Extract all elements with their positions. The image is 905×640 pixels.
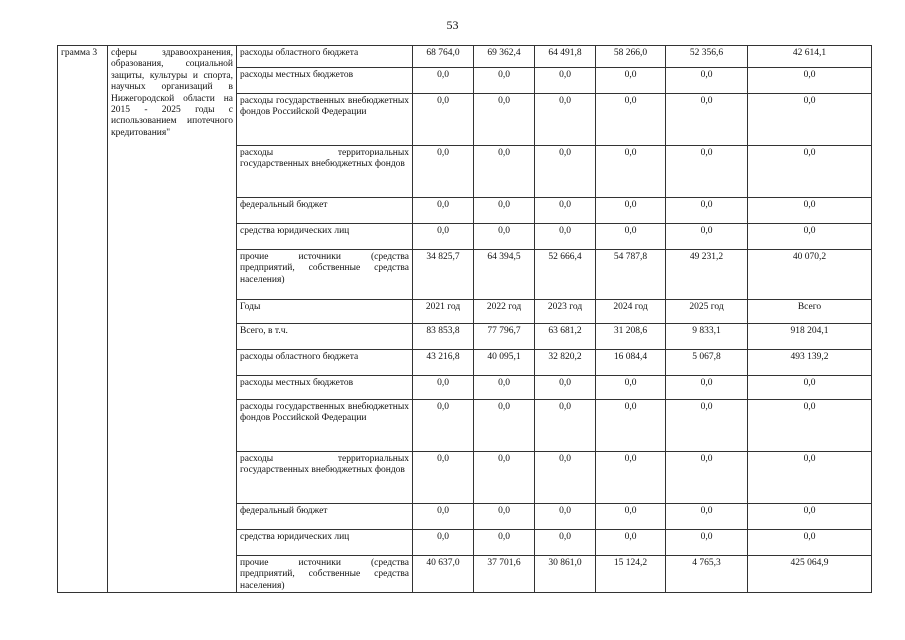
value-cell: 15 124,2 xyxy=(596,556,666,593)
financing-table-body xyxy=(58,46,872,593)
value-cell: 0,0 xyxy=(666,94,748,146)
value-cell: 0,0 xyxy=(596,530,666,556)
value-cell: 43 216,8 xyxy=(413,350,474,376)
value-cell: 0,0 xyxy=(748,146,872,198)
value-cell: 0,0 xyxy=(596,68,666,94)
value-cell: 0,0 xyxy=(535,530,596,556)
value-cell: 0,0 xyxy=(474,146,535,198)
row-label: прочие источники (средства предприятий, собственные средства населения) xyxy=(237,556,413,593)
value-cell: 4 765,3 xyxy=(666,556,748,593)
value-cell: 0,0 xyxy=(666,146,748,198)
year-header-cell: Всего xyxy=(748,300,872,324)
value-cell: 40 637,0 xyxy=(413,556,474,593)
year-header-cell: 2024 год xyxy=(596,300,666,324)
value-cell: 0,0 xyxy=(413,68,474,94)
value-cell: 0,0 xyxy=(666,68,748,94)
value-cell: 0,0 xyxy=(535,504,596,530)
value-cell: 0,0 xyxy=(666,452,748,504)
value-cell: 64 491,8 xyxy=(535,46,596,68)
value-cell: 0,0 xyxy=(666,198,748,224)
value-cell: 31 208,6 xyxy=(596,324,666,350)
value-cell: 52 356,6 xyxy=(666,46,748,68)
value-cell: 0,0 xyxy=(596,146,666,198)
value-cell: 54 787,8 xyxy=(596,250,666,300)
value-cell: 0,0 xyxy=(474,68,535,94)
program-description: сферы здравоохранения, образования, социальной защиты, культуры и спорта, научных организаций в Нижегородской области на 2015 - 2025 годы с использованием ипотечного кредитования" xyxy=(108,46,237,593)
year-header-cell: 2025 год xyxy=(666,300,748,324)
year-header-cell: 2021 год xyxy=(413,300,474,324)
row-label: федеральный бюджет xyxy=(237,504,413,530)
value-cell: 425 064,9 xyxy=(748,556,872,593)
value-cell: 0,0 xyxy=(413,400,474,452)
program-cell: грамма 3 xyxy=(58,46,108,593)
value-cell: 30 861,0 xyxy=(535,556,596,593)
value-cell: 0,0 xyxy=(535,146,596,198)
value-cell: 493 139,2 xyxy=(748,350,872,376)
value-cell: 34 825,7 xyxy=(413,250,474,300)
value-cell: 83 853,8 xyxy=(413,324,474,350)
value-cell: 0,0 xyxy=(535,198,596,224)
row-label: средства юридических лиц xyxy=(237,530,413,556)
row-label: расходы областного бюджета xyxy=(237,350,413,376)
value-cell: 0,0 xyxy=(413,198,474,224)
value-cell: 0,0 xyxy=(596,452,666,504)
value-cell: 0,0 xyxy=(666,400,748,452)
value-cell: 69 362,4 xyxy=(474,46,535,68)
value-cell: 0,0 xyxy=(748,198,872,224)
value-cell: 52 666,4 xyxy=(535,250,596,300)
value-cell: 42 614,1 xyxy=(748,46,872,68)
value-cell: 0,0 xyxy=(596,94,666,146)
value-cell: 0,0 xyxy=(748,452,872,504)
value-cell: 0,0 xyxy=(748,224,872,250)
value-cell: 16 084,4 xyxy=(596,350,666,376)
value-cell: 0,0 xyxy=(474,198,535,224)
year-header-cell: 2023 год xyxy=(535,300,596,324)
value-cell: 0,0 xyxy=(474,224,535,250)
table-row xyxy=(58,46,872,68)
row-label: расходы государственных внебюджетных фондов Российской Федерации xyxy=(237,400,413,452)
value-cell: 0,0 xyxy=(596,400,666,452)
row-label: расходы территориальных государственных внебюджетных фондов xyxy=(237,452,413,504)
row-label: средства юридических лиц xyxy=(237,224,413,250)
value-cell: 0,0 xyxy=(535,376,596,400)
value-cell: 0,0 xyxy=(666,504,748,530)
value-cell: 0,0 xyxy=(413,504,474,530)
value-cell: 77 796,7 xyxy=(474,324,535,350)
row-label: расходы местных бюджетов xyxy=(237,68,413,94)
row-label: расходы областного бюджета xyxy=(237,46,413,68)
row-label: федеральный бюджет xyxy=(237,198,413,224)
value-cell: 0,0 xyxy=(748,94,872,146)
value-cell: 58 266,0 xyxy=(596,46,666,68)
value-cell: 0,0 xyxy=(748,376,872,400)
value-cell: 0,0 xyxy=(666,224,748,250)
value-cell: 0,0 xyxy=(474,376,535,400)
row-label: расходы местных бюджетов xyxy=(237,376,413,400)
value-cell: 0,0 xyxy=(413,224,474,250)
value-cell: 0,0 xyxy=(535,68,596,94)
years-label: Годы xyxy=(237,300,413,324)
value-cell: 0,0 xyxy=(474,530,535,556)
value-cell: 5 067,8 xyxy=(666,350,748,376)
row-label: расходы территориальных государственных внебюджетных фондов xyxy=(237,146,413,198)
value-cell: 0,0 xyxy=(748,530,872,556)
value-cell: 0,0 xyxy=(666,376,748,400)
value-cell: 0,0 xyxy=(596,376,666,400)
value-cell: 49 231,2 xyxy=(666,250,748,300)
value-cell: 0,0 xyxy=(535,452,596,504)
value-cell: 0,0 xyxy=(413,94,474,146)
row-label: прочие источники (средства предприятий, собственные средства населения) xyxy=(237,250,413,300)
value-cell: 37 701,6 xyxy=(474,556,535,593)
financing-table xyxy=(57,45,872,593)
value-cell: 0,0 xyxy=(596,198,666,224)
value-cell: 0,0 xyxy=(596,224,666,250)
value-cell: 40 095,1 xyxy=(474,350,535,376)
value-cell: 0,0 xyxy=(748,504,872,530)
value-cell: 63 681,2 xyxy=(535,324,596,350)
value-cell: 0,0 xyxy=(413,376,474,400)
value-cell: 0,0 xyxy=(474,400,535,452)
page-number: 53 xyxy=(446,18,459,32)
value-cell: 68 764,0 xyxy=(413,46,474,68)
year-header-cell: 2022 год xyxy=(474,300,535,324)
value-cell: 0,0 xyxy=(474,504,535,530)
value-cell: 0,0 xyxy=(748,400,872,452)
value-cell: 0,0 xyxy=(413,452,474,504)
value-cell: 0,0 xyxy=(474,94,535,146)
value-cell: 9 833,1 xyxy=(666,324,748,350)
value-cell: 0,0 xyxy=(748,68,872,94)
value-cell: 32 820,2 xyxy=(535,350,596,376)
value-cell: 0,0 xyxy=(535,400,596,452)
value-cell: 0,0 xyxy=(474,452,535,504)
value-cell: 0,0 xyxy=(596,504,666,530)
value-cell: 0,0 xyxy=(535,224,596,250)
value-cell: 64 394,5 xyxy=(474,250,535,300)
value-cell: 918 204,1 xyxy=(748,324,872,350)
value-cell: 40 070,2 xyxy=(748,250,872,300)
value-cell: 0,0 xyxy=(413,530,474,556)
row-label: расходы государственных внебюджетных фондов Российской Федерации xyxy=(237,94,413,146)
value-cell: 0,0 xyxy=(535,94,596,146)
row-label: Всего, в т.ч. xyxy=(237,324,413,350)
value-cell: 0,0 xyxy=(413,146,474,198)
value-cell: 0,0 xyxy=(666,530,748,556)
